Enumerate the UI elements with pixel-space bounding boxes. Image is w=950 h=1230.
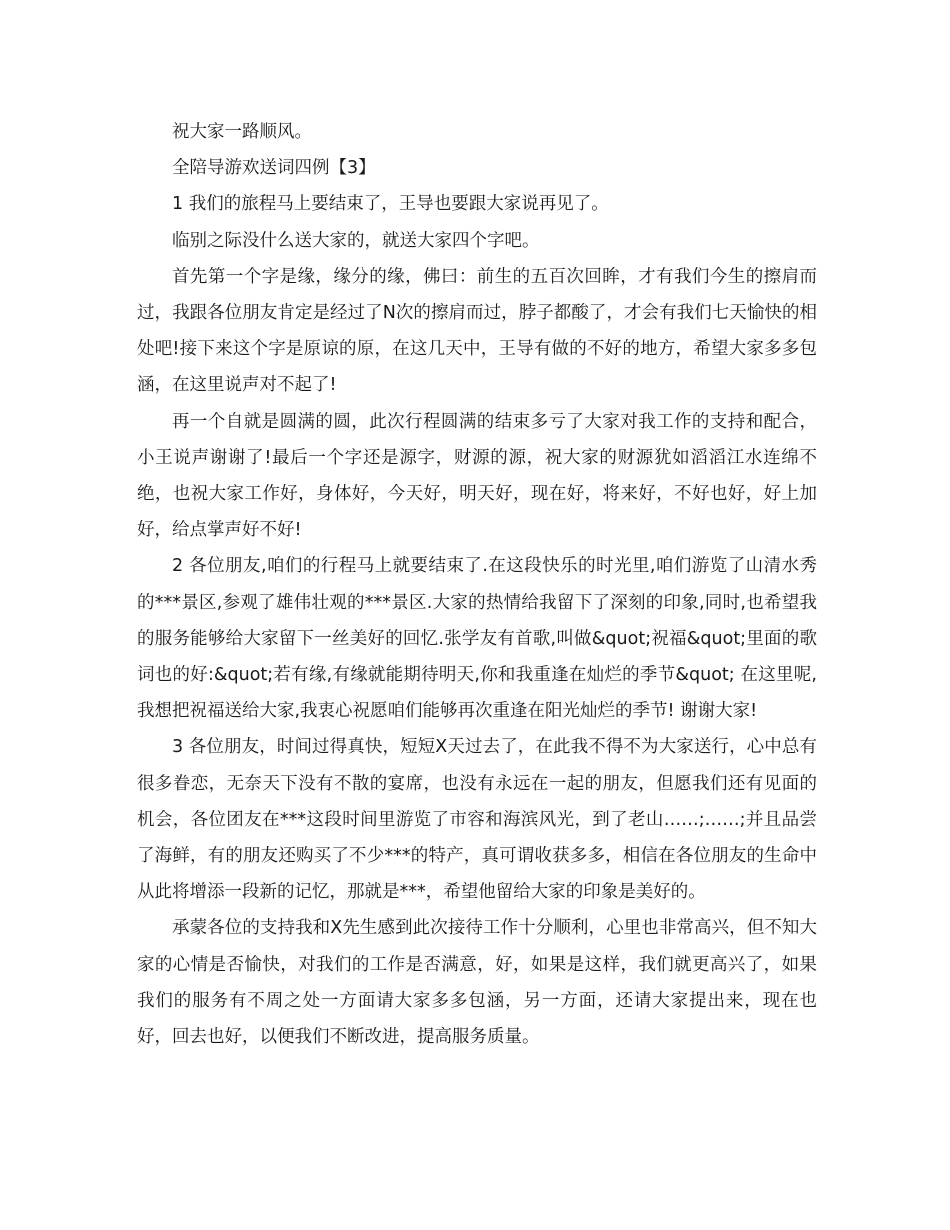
paragraph: 再一个自就是圆满的圆，此次行程圆满的结束多亏了大家对我工作的支持和配合，小王说声谢谢了!最后一个字还是源字，财源的源，祝大家的财源犹如滔滔江水连绵不绝，也祝大家工作好，身体好，今天好，明天好，现在好，将来好，不好也好，好上加好，给点掌声好不好! [137,411,817,541]
paragraph: 首先第一个字是缘，缘分的缘，佛曰：前生的五百次回眸，才有我们今生的擦肩而过，我跟各位朋友肯定是经过了N次的擦肩而过，脖子都酸了，才会有我们七天愉快的相处吧!接下来这个字是原谅的原，在这几天中，王导有做的不好的地方，希望大家多多包涵，在这里说声对不起了! [137,266,817,396]
section-heading: 全陪导游欢送词四例【3】 [172,158,376,179]
paragraph: 祝大家一路顺风。 [172,122,312,142]
paragraph: 承蒙各位的支持我和X先生感到此次接待工作十分顺利，心里也非常高兴，但不知大家的心情是否愉快，对我们的工作是否满意，好，如果是这样，我们就更高兴了，如果我们的服务有不周之处一方面请大家多多包涵，另一方面，还请大家提出来，现在也好，回去也好，以便我们不断改进，提高服务质量。 [137,918,817,1048]
paragraph: 2 各位朋友,咱们的行程马上就要结束了.在这段快乐的时光里,咱们游览了山清水秀的***景区,参观了雄伟壮观的***景区.大家的热情给我留下了深刻的印象,同时,也希望我的服务能够给大家留下一丝美好的回忆.张学友有首歌,叫做&quot;祝福&quot;里面的歌词也的好:&quot;若有缘,有缘就能期待明天,你和我重逢在灿烂的季节&quot; 在这里呢,我想把祝福送给大家,我衷心祝愿咱们能够再次重逢在阳光灿烂的季节! 谢谢大家! [137,556,817,722]
paragraph: 1 我们的旅程马上要结束了，王导也要跟大家说再见了。 [172,194,609,215]
document-body [137,114,817,1055]
paragraph: 3 各位朋友，时间过得真快，短短X天过去了，在此我不得不为大家送行，心中总有很多眷恋，无奈天下没有不散的宴席，也没有永远在一起的朋友，但愿我们还有见面的机会，各位团友在***这段时间里游览了市容和海滨风光，到了老山……;……;并且品尝了海鲜，有的朋友还购买了不少***的特产，真可谓收获多多，相信在各位朋友的生命中从此将增添一段新的记忆，那就是***，希望他留给大家的印象是美好的。 [137,737,817,903]
paragraph: 临别之际没什么送大家的，就送大家四个字吧。 [172,230,540,251]
